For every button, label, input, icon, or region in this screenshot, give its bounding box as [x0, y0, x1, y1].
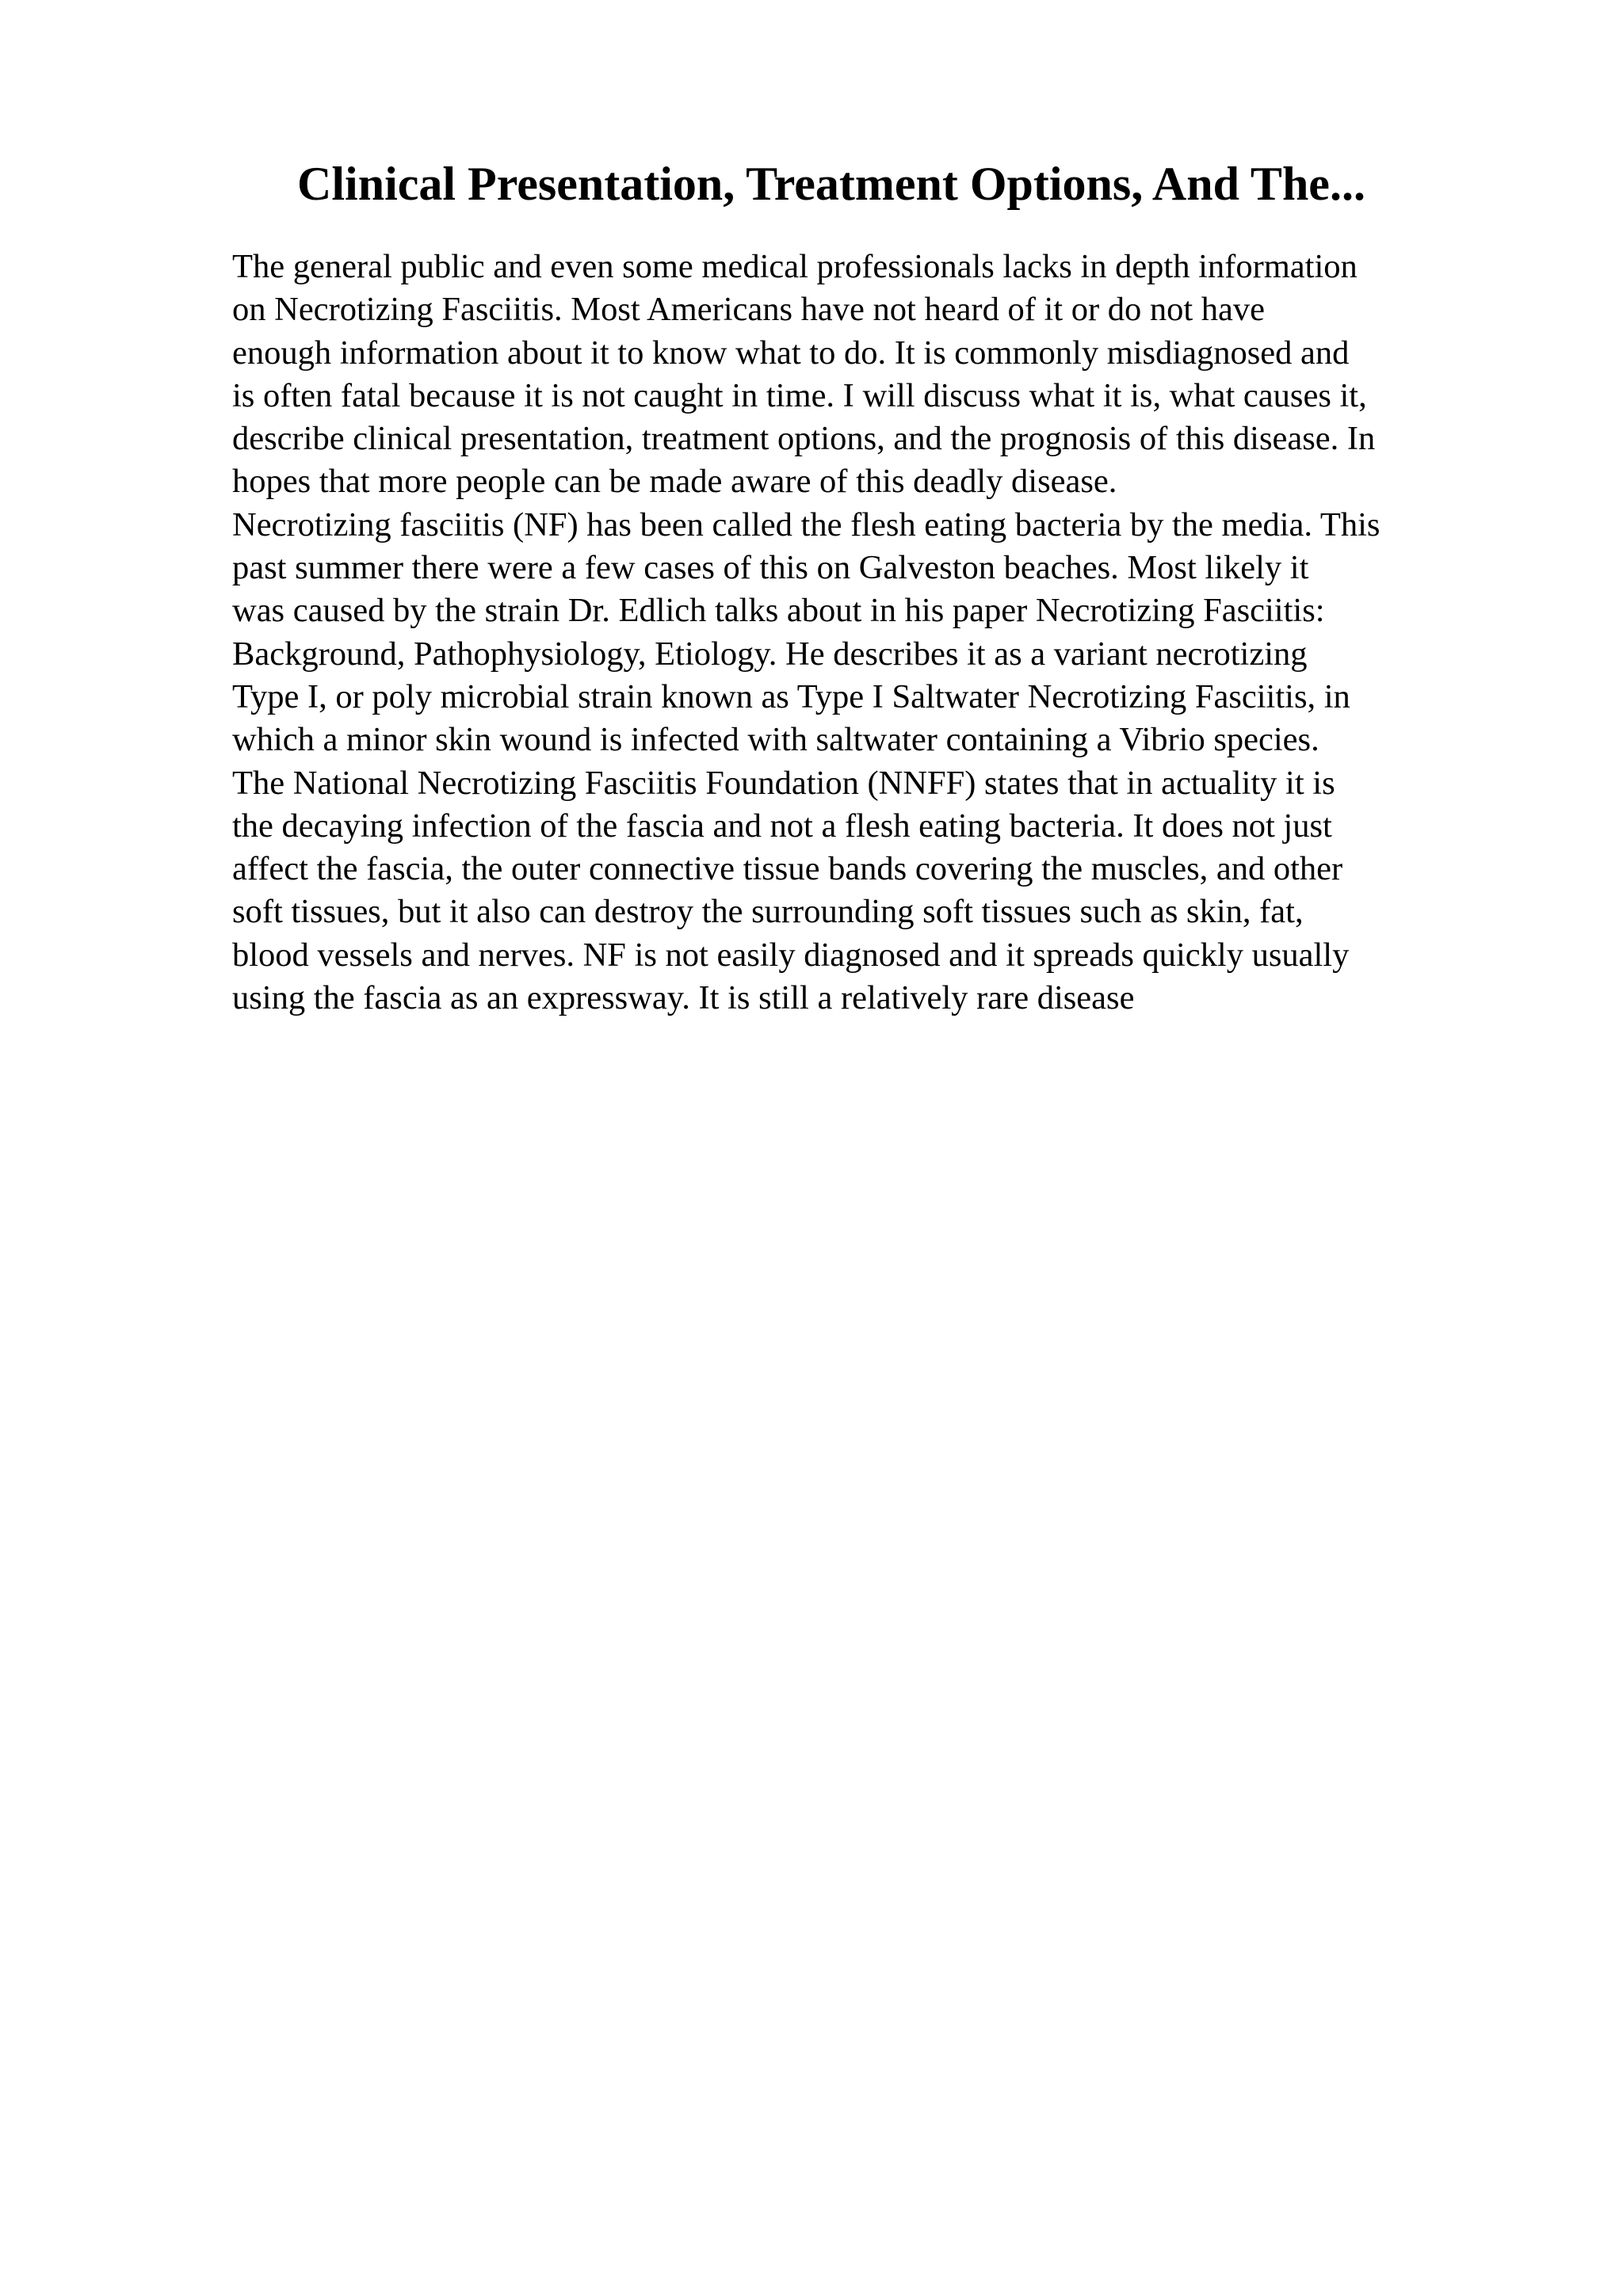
body-line: which a minor skin wound is infected with saltwater containing a Vibrio species.	[232, 721, 1319, 759]
body-line: using the fascia as an expressway. It is still a relatively rare disease	[232, 979, 1135, 1017]
body-line: The National Necrotizing Fasciitis Foundation (NNFF) states that in actuality it is	[232, 764, 1335, 802]
body-line: on Necrotizing Fasciitis. Most Americans have not heard of it or do not have	[232, 291, 1266, 329]
body-line: Background, Pathophysiology, Etiology. He describes it as a variant necrotizing	[232, 635, 1308, 673]
body-line: describe clinical presentation, treatment options, and the prognosis of this disease. In	[232, 420, 1376, 458]
body-line: past summer there were a few cases of this on Galveston beaches. Most likely it	[232, 549, 1309, 587]
body-line: is often fatal because it is not caught in time. I will discuss what it is, what causes it,	[232, 376, 1367, 414]
body-line: Necrotizing fasciitis (NF) has been called the flesh eating bacteria by the media. This	[232, 505, 1381, 543]
body-line: was caused by the strain Dr. Edlich talks about in his paper Necrotizing Fasciitis:	[232, 592, 1325, 630]
body-line: blood vessels and nerves. NF is not easily diagnosed and it spreads quickly usually	[232, 936, 1350, 974]
body-line: Type I, or poly microbial strain known as Type I Saltwater Necrotizing Fasciitis, in	[232, 677, 1350, 715]
body-line: soft tissues, but it also can destroy the surrounding soft tissues such as skin, fat,	[232, 893, 1304, 931]
document-body	[232, 246, 1516, 1020]
body-line: hopes that more people can be made aware of this deadly disease.	[232, 463, 1117, 501]
body-line: affect the fascia, the outer connective tissue bands covering the muscles, and other	[232, 850, 1343, 888]
body-line: the decaying infection of the fascia and not a flesh eating bacteria. It does not just	[232, 807, 1332, 845]
document-title: Clinical Presentation, Treatment Options, And The...	[297, 158, 1365, 210]
body-line: enough information about it to know what to do. It is commonly misdiagnosed and	[232, 334, 1350, 372]
body-line: The general public and even some medical professionals lacks in depth information	[232, 248, 1358, 285]
